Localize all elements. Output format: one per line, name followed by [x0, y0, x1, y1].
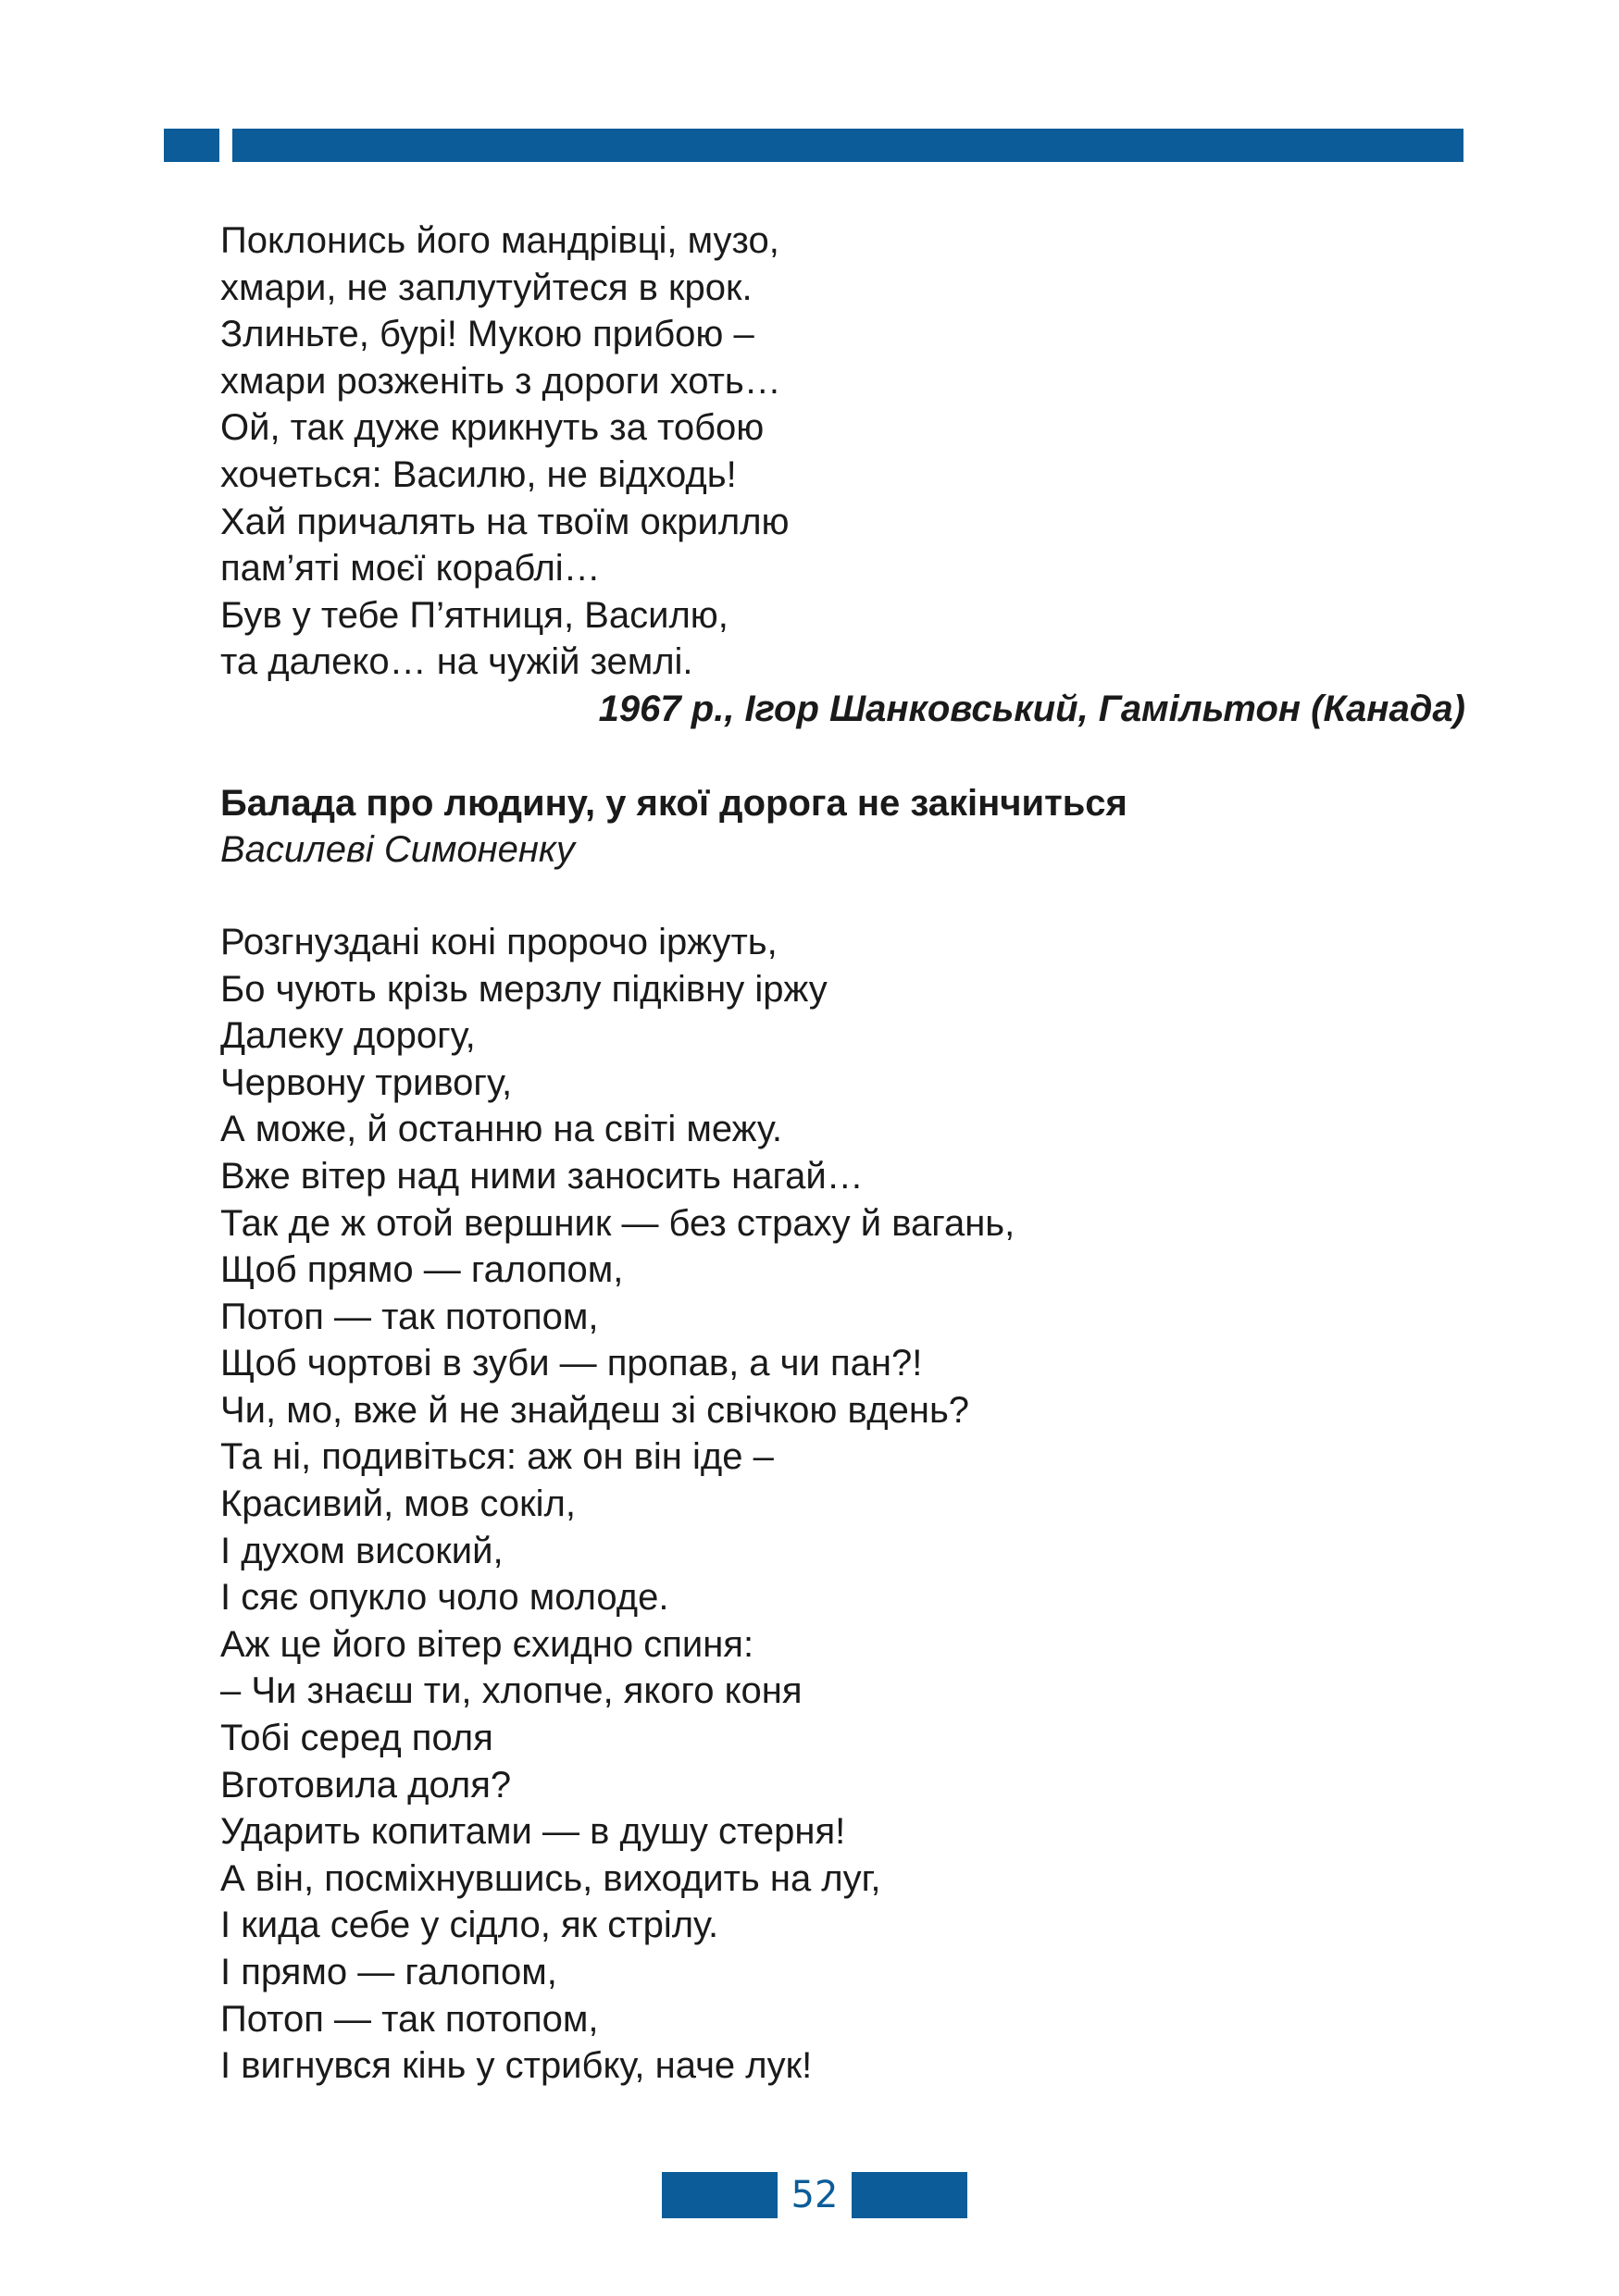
poem1-line: Ой, так дуже крикнуть за тобою: [220, 407, 765, 449]
footer-bar-right: [852, 2172, 967, 2218]
header-bar-small: [164, 129, 219, 162]
poem1-line: хмари, не заплутуйтеся в крок.: [220, 267, 753, 308]
poem2-line: Аж це його вітер єхидно спиня:: [220, 1623, 754, 1665]
poem1-caption: 1967 р., Ігор Шанковський, Гамільтон (Канада): [598, 688, 1465, 729]
poem1-line: пам’яті моєї кораблі…: [220, 548, 601, 590]
poem2-line: Потоп — так потопом,: [220, 1296, 599, 1337]
poem2-line: Потоп — так потопом,: [220, 1998, 599, 2040]
poem2-line: Тобі серед поля: [220, 1718, 493, 1759]
poem2-line: А він, посміхнувшись, виходить на луг,: [220, 1857, 881, 1899]
poem1-line: хмари розженіть з дороги хоть…: [220, 360, 781, 402]
poem2-line: Чи, мо, вже й не знайдеш зі свічкою вдень?: [220, 1389, 970, 1431]
poem2-stanza: [220, 919, 1465, 2090]
poem2-line: Далеку дорогу,: [220, 1015, 476, 1057]
poem2-line: – Чи знаєш ти, хлопче, якого коня: [220, 1670, 803, 1712]
poem1-line: та далеко… на чужій землі.: [220, 641, 693, 683]
poem2-line: Вже вітер над ними заносить нагай…: [220, 1155, 864, 1197]
poem2-line: Так де ж отой вершник — без страху й вагань,: [220, 1202, 1015, 1244]
header-bar-long: [232, 129, 1463, 162]
page-content: [220, 217, 1465, 2090]
poem1-line: хочеться: Василю, не відходь!: [220, 453, 737, 495]
poem2-line: Розгнуздані коні пророчо іржуть,: [220, 921, 778, 962]
poem1-line: Поклонись його мандрівці, музо,: [220, 220, 779, 261]
poem2-line: Щоб чортові в зуби — пропав, а чи пан?!: [220, 1343, 923, 1384]
poem2-line: Та ні, подивіться: аж он він іде –: [220, 1436, 774, 1478]
poem2-dedication: Василеві Симоненку: [220, 828, 575, 870]
page-footer: [662, 2172, 967, 2218]
poem2-line: Червону тривогу,: [220, 1061, 513, 1103]
poem2-line: Бо чують крізь мерзлу підківну іржу: [220, 968, 828, 1010]
poem2-line: Щоб прямо — галопом,: [220, 1249, 624, 1291]
poem1-line: Злиньте, бурі! Мукою прибою –: [220, 314, 754, 355]
poem2-line: Ударить копитами — в душу стерня!: [220, 1811, 846, 1853]
page-number: 52: [791, 2174, 839, 2216]
poem2-title: Балада про людину, у якої дорога не закінчиться: [220, 782, 1127, 824]
poem1-line: Хай причалять на твоїм окриллю: [220, 501, 790, 542]
poem2-line: Вготовила доля?: [220, 1764, 512, 1806]
poem2-line: І вигнувся кінь у стрибку, наче лук!: [220, 2045, 813, 2087]
poem2-line: І духом високий,: [220, 1530, 504, 1571]
poem2-line: Красивий, мов сокіл,: [220, 1483, 576, 1525]
poem1-line: Був у тебе П’ятниця, Василю,: [220, 594, 729, 636]
poem2-line: А може, й останню на світі межу.: [220, 1109, 782, 1150]
poem1-stanza: [220, 217, 1465, 686]
poem2-line: І кида себе у сідло, як стрілу.: [220, 1905, 719, 1946]
poem2-line: І сяє опукло чоло молоде.: [220, 1577, 669, 1619]
poem2-line: І прямо — галопом,: [220, 1952, 557, 1992]
footer-bar-left: [662, 2172, 778, 2218]
